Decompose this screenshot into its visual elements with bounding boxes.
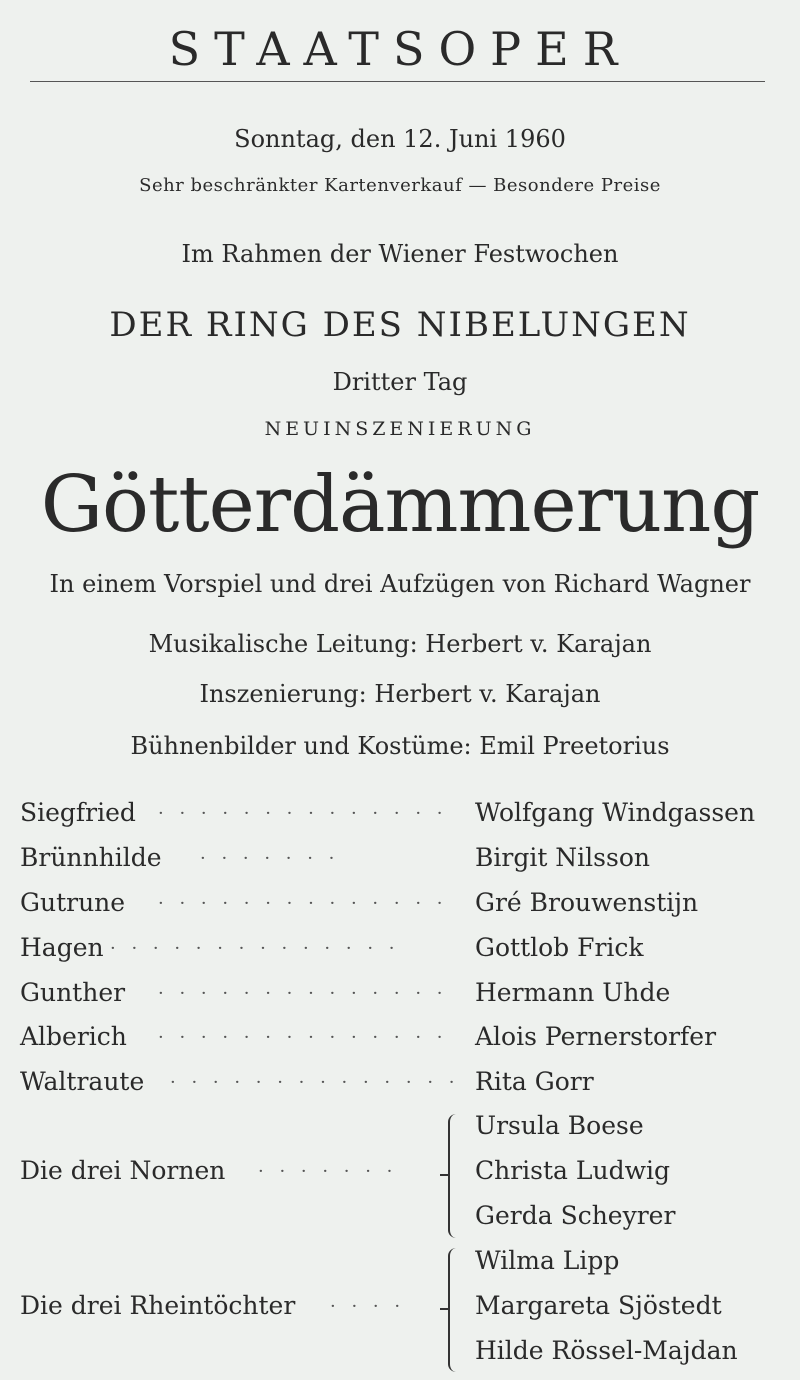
cast-row	[0, 843, 800, 883]
singer-name: Gré Brouwenstijn	[475, 888, 699, 917]
opera-title: Götterdämmerung	[40, 460, 760, 550]
cast-row	[0, 978, 800, 1018]
singer-name: Wolfgang Windgassen	[475, 798, 756, 827]
group-singer-row	[0, 1291, 800, 1331]
cycle-title: DER RING DES NIBELUNGEN	[109, 305, 691, 345]
singer-name: Gottlob Frick	[475, 933, 644, 962]
group-singer-row	[0, 1201, 800, 1241]
cast-row	[0, 933, 800, 973]
singer-name: Christa Ludwig	[475, 1156, 671, 1185]
singer-name: Hilde Rössel-Majdan	[475, 1336, 738, 1365]
leader-dots: · · · · · · · · · · · · · ·	[158, 803, 448, 824]
singer-name: Ursula Boese	[475, 1111, 644, 1140]
leader-dots: · · · · · · · · · · · · · ·	[158, 893, 448, 914]
design-credit: Bühnenbilder und Kostüme: Emil Preetorius	[130, 732, 670, 760]
header-divider	[30, 81, 765, 82]
role-name: Die drei Rheintöchter	[20, 1291, 296, 1320]
production-note: NEUINSZENIERUNG	[264, 418, 536, 440]
group-singer-row	[0, 1111, 800, 1151]
group-singer-row	[0, 1336, 800, 1376]
cycle-day: Dritter Tag	[332, 368, 468, 396]
opera-subtitle: In einem Vorspiel und drei Aufzügen von Richard Wagner	[49, 570, 751, 598]
singer-name: Alois Pernerstorfer	[475, 1022, 717, 1051]
cast-row	[0, 1067, 800, 1107]
role-name: Gunther	[20, 978, 126, 1007]
role-name: Waltraute	[20, 1067, 145, 1096]
leader-dots: · · · ·	[330, 1296, 406, 1317]
cast-row	[0, 1022, 800, 1062]
singer-name: Rita Gorr	[475, 1067, 594, 1096]
singer-name: Wilma Lipp	[475, 1246, 620, 1275]
leader-dots: · · · · · · · · · · · · · ·	[170, 1072, 460, 1093]
opera-house-name: STAATSOPER	[168, 22, 632, 76]
leader-dots: · · · · · · ·	[200, 848, 340, 869]
role-name: Gutrune	[20, 888, 126, 917]
singer-name: Gerda Scheyrer	[475, 1201, 676, 1230]
festival-note: Im Rahmen der Wiener Festwochen	[181, 240, 619, 268]
ticket-notice: Sehr beschränkter Kartenverkauf — Besondere Preise	[139, 175, 661, 196]
conductor-credit: Musikalische Leitung: Herbert v. Karajan	[148, 630, 652, 658]
role-name: Brünnhilde	[20, 843, 162, 872]
leader-dots: · · · · · · · · · · · · · ·	[110, 938, 400, 959]
singer-name: Birgit Nilsson	[475, 843, 650, 872]
singer-name: Hermann Uhde	[475, 978, 671, 1007]
role-name: Hagen	[20, 933, 104, 962]
role-name: Siegfried	[20, 798, 136, 827]
cast-row	[0, 888, 800, 928]
performance-date: Sonntag, den 12. Juni 1960	[234, 125, 566, 153]
cast-row	[0, 798, 800, 838]
group-singer-row	[0, 1246, 800, 1286]
role-name: Die drei Nornen	[20, 1156, 226, 1185]
leader-dots: · · · · · · ·	[258, 1161, 398, 1182]
director-credit: Inszenierung: Herbert v. Karajan	[199, 680, 601, 708]
singer-name: Margareta Sjöstedt	[475, 1291, 722, 1320]
role-name: Alberich	[20, 1022, 127, 1051]
leader-dots: · · · · · · · · · · · · · ·	[158, 1027, 448, 1048]
group-singer-row	[0, 1156, 800, 1196]
leader-dots: · · · · · · · · · · · · · ·	[158, 983, 448, 1004]
